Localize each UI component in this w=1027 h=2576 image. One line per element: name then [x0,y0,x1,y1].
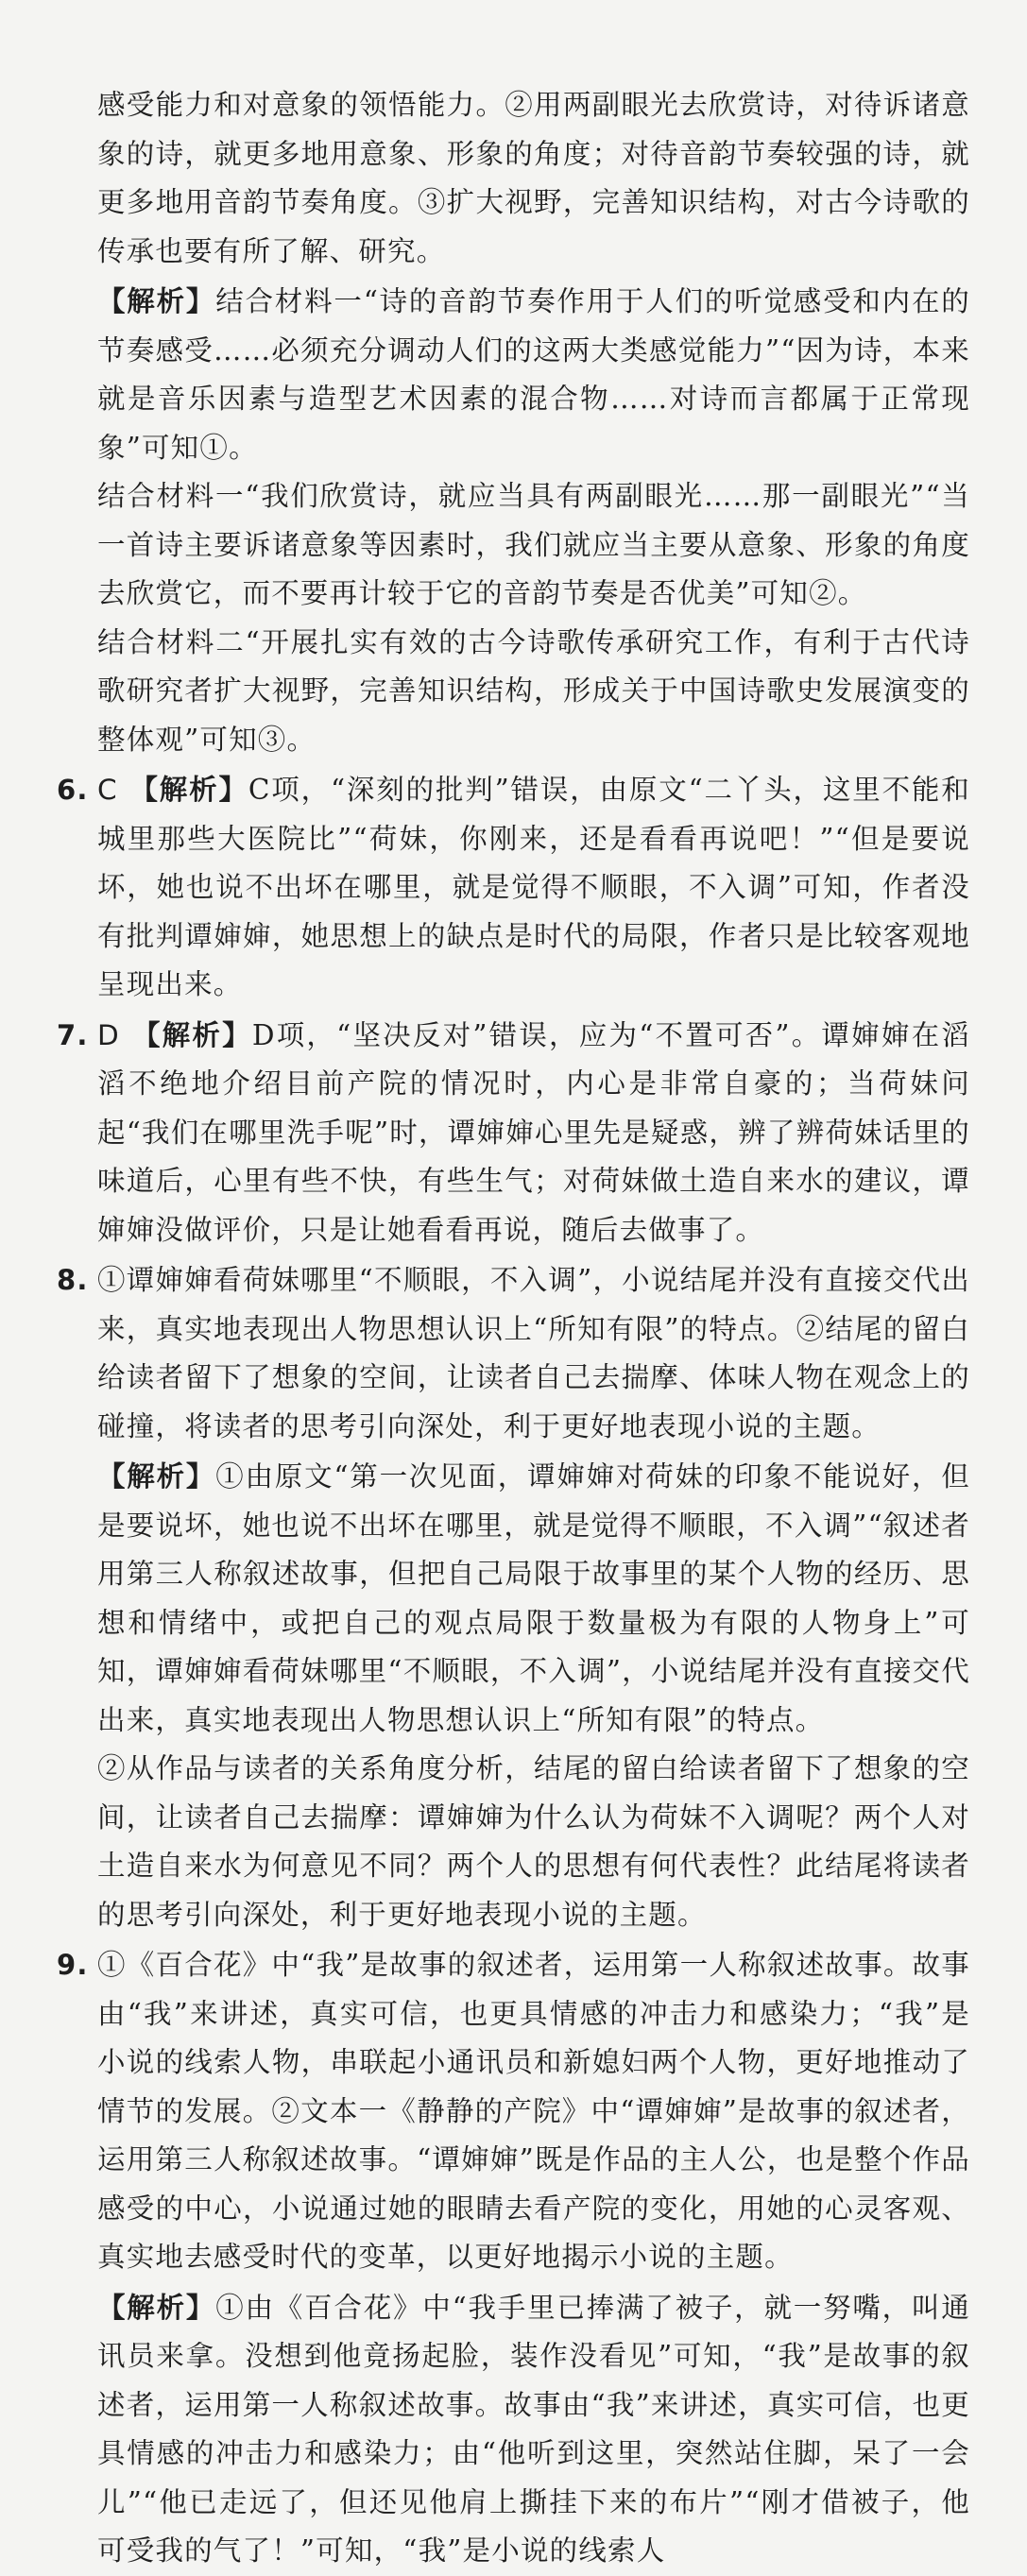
q5-answer-continuation: 感受能力和对意象的领悟能力。②用两副眼光去欣赏诗，对待诉诸意象的诗，就更多地用意象、形象的角度；对待音韵节奏较强的诗，就更多地用音韵节奏角度。③扩大视野，完善知识结构，对古今诗歌的传承也要有所了解、研究。 [97,89,970,267]
question-7-analysis: D项，“坚决反对”错误，应为“不置可否”。谭婶婶在滔滔不绝地介绍目前产院的情况时，内心是非常自豪的；当荷妹问起“我们在哪里洗手呢”时，谭婶婶心里先是疑惑，辨了辨荷妹话里的味道后，心里有些不快，有些生气；对荷妹做土造自来水的建议，谭婶婶没做评价，只是让她看看再说，随后去做事了。 [97,1018,970,1246]
question-6 [57,766,970,1010]
question-number: 7. [57,1018,89,1051]
question-8 [57,1256,970,1451]
analysis-tag: 【解析】 [97,285,216,317]
question-8-analysis-2: ②从作品与读者的关系角度分析，结尾的留白给读者留下了想象的空间，让读者自己去揣摩：谭婶婶为什么认为荷妹不入调呢？两个人对土造自来水为何意见不同？两个人的思想有何代表性？此结尾将读者的思考引向深处，利于更好地表现小说的主题。 [97,1752,970,1931]
answer-choice: D [97,1018,120,1051]
q5-analysis-2: 结合材料一“我们欣赏诗，就应当具有两副眼光……那一副眼光”“当一首诗主要诉诸意象等因素时，我们就应当主要从意象、形象的角度去欣赏它，而不要再计较于它的音韵节奏是否优美”可知②。 [97,480,970,609]
analysis-tag: 【解析】 [128,774,248,806]
question-9-analysis-text: ①由《百合花》中“我手里已捧满了被子，就一努嘴，叫通讯员来拿。没想到他竟扬起脸，装作没看见”可知，“我”是故事的叙述者，运用第一人称叙述故事。故事由“我”来讲述，真实可信，也更具情感的冲击力和感染力；由“他听到这里，突然站住脚，呆了一会儿”“他已走远了，但还见他肩上撕挂下来的布片”“刚才借被子，他可受我的气了！”可知，“我”是小说的线索人 [97,2291,970,2567]
q5-analysis-1 [57,278,970,472]
analysis-tag: 【解析】 [130,1018,252,1051]
question-9-analysis [57,2284,970,2576]
question-7 [57,1012,970,1255]
question-8-analysis-1 [57,1453,970,1745]
question-number: 6. [57,774,89,806]
question-8-analysis-1-text: ①由原文“第一次见面，谭婶婶对荷妹的印象不能说好，但是要说坏，她也说不出坏在哪里，就是觉得不顺眼，不入调”“叙述者用第三人称叙述故事，但把自己局限于故事里的某个人物的经历、思想和情绪中，或把自己的观点局限于数量极为有限的人物身上”可知，谭婶婶看荷妹哪里“不顺眼，不入调”，小说结尾并没有直接交代出来，真实地表现出人物思想认识上“所知有限”的特点。 [97,1460,970,1736]
analysis-tag: 【解析】 [97,1460,216,1493]
q5-analysis-1-text: 结合材料一“诗的音韵节奏作用于人们的听觉感受和内在的节奏感受……必须充分调动人们的这两大类感觉能力”“因为诗，本来就是音乐因素与造型艺术因素的混合物……对诗而言都属于正常现象”可知①。 [97,285,970,464]
question-9 [57,1941,970,2282]
question-6-analysis: C项，“深刻的批判”错误，由原文“二丫头，这里不能和城里那些大医院比”“荷妹，你刚来，还是看看再说吧！”“但是要说坏，她也说不出坏在哪里，就是觉得不顺眼，不入调”可知，作者没有批判谭婶婶，她思想上的缺点是时代的局限，作者只是比较客观地呈现出来。 [97,774,970,1000]
question-number: 9. [57,1949,89,1981]
question-number: 8. [57,1264,89,1296]
answer-choice: C [97,774,118,806]
analysis-tag: 【解析】 [97,2291,216,2324]
question-8-answer: ①谭婶婶看荷妹哪里“不顺眼，不入调”，小说结尾并没有直接交代出来，真实地表现出人物思想认识上“所知有限”的特点。②结尾的留白给读者留下了想象的空间，让读者自己去揣摩、体味人物在观念上的碰撞，将读者的思考引向深处，利于更好地表现小说的主题。 [97,1264,970,1442]
q5-analysis-3: 结合材料二“开展扎实有效的古今诗歌传承研究工作，有利于古代诗歌研究者扩大视野，完善知识结构，形成关于中国诗歌史发展演变的整体观”可知③。 [97,625,970,756]
question-9-answer: ①《百合花》中“我”是故事的叙述者，运用第一人称叙述故事。故事由“我”来讲述，真实可信，也更具情感的冲击力和感染力；“我”是小说的线索人物，串联起小通讯员和新媳妇两个人物，更好地推动了情节的发展。②文本一《静静的产院》中“谭婶婶”是故事的叙述者，运用第三人称叙述故事。“谭婶婶”既是作品的主人公，也是整个作品感受的中心，小说通过她的眼睛去看产院的变化，用她的心灵客观、真实地去感受时代的变革，以更好地揭示小说的主题。 [97,1949,970,2273]
